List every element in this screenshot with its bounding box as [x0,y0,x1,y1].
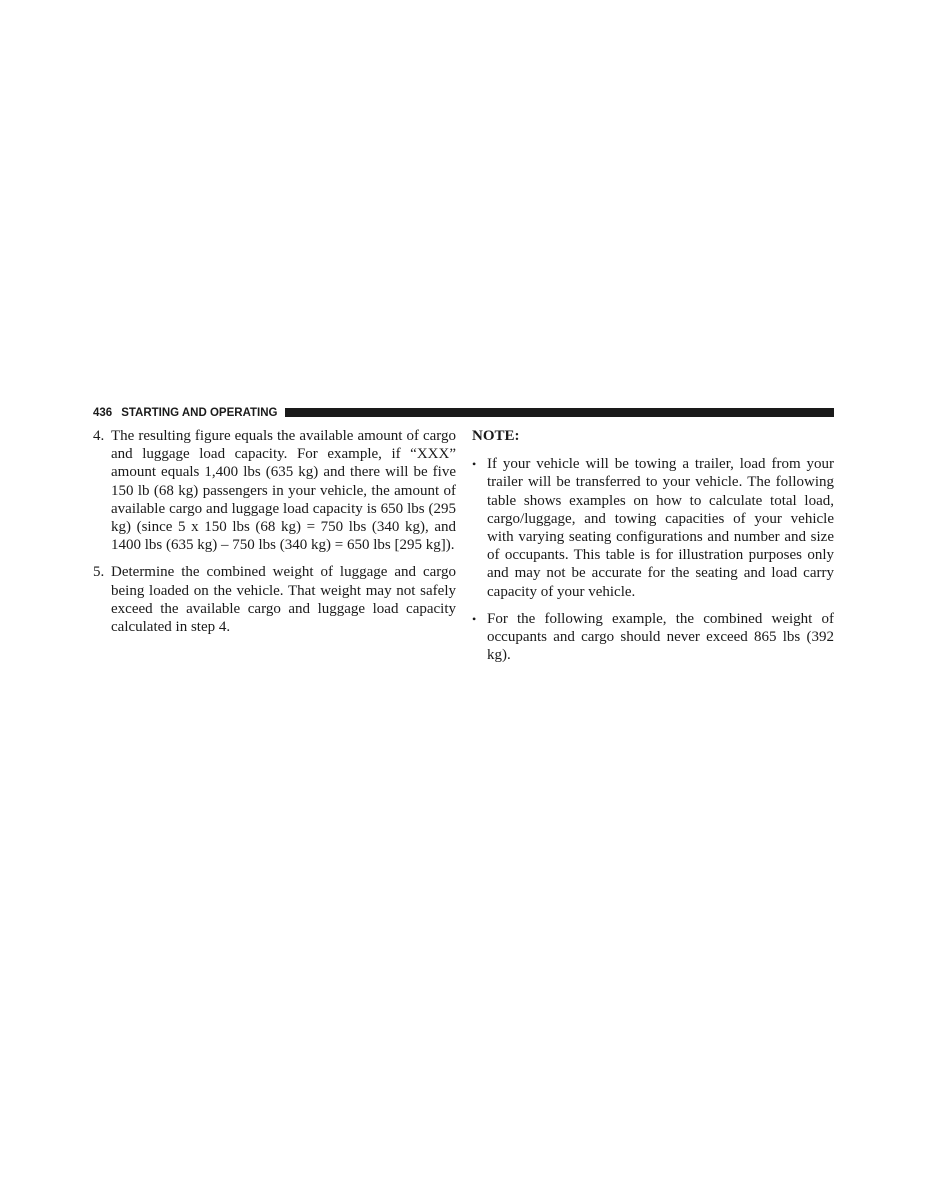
left-column [93,427,456,645]
page-number: 436 [93,406,113,419]
step-number: 5. [93,564,105,581]
note-bullet-towing [472,455,834,601]
bullet-icon: • [472,457,477,472]
bullet-icon: • [472,611,477,626]
step-number: 4. [93,428,105,444]
page-header [93,405,834,420]
header-rule [285,408,835,417]
step-text: Determine the combined weight of luggage and cargo being loaded on the vehicle. That weight may not safely exceed the available cargo and luggage load capacity calculated in step 4. [111,564,456,636]
bullet-text: If your vehicle will be towing a trailer, load from your trailer will be transferred to your vehicle. The following table shows examples on how to calculate total load, cargo/luggage, and towing capacities of your vehicle with varying seating configurations and number and size of occupants. This table is for illustration purposes only and may not be accurate for the seating and load carry capacity of your vehicle. [487,456,834,600]
note-bullet-example [472,610,834,665]
section-title: STARTING AND OPERATING [121,406,278,419]
step-text: The resulting figure equals the available amount of cargo and luggage load capacity. For example, if “XXX” amount equals 1,400 lbs (635 kg) and there will be five 150 lb (68 kg) passengers in your vehicle, the amount of available cargo and luggage load capacity is 650 lbs (295 kg) (since 5 x 150 lbs (68 kg) = 750 lbs (340 kg), and 1400 lbs (635 kg) – 750 lbs (340 kg) = 650 lbs [295 kg]). [111,428,456,554]
right-column [472,427,834,673]
note-label: NOTE: [472,428,520,444]
numbered-step-4 [93,427,456,554]
numbered-step-5 [93,563,456,636]
bullet-text: For the following example, the combined weight of occupants and cargo should never exceed 865 lbs (392 kg). [487,610,834,664]
